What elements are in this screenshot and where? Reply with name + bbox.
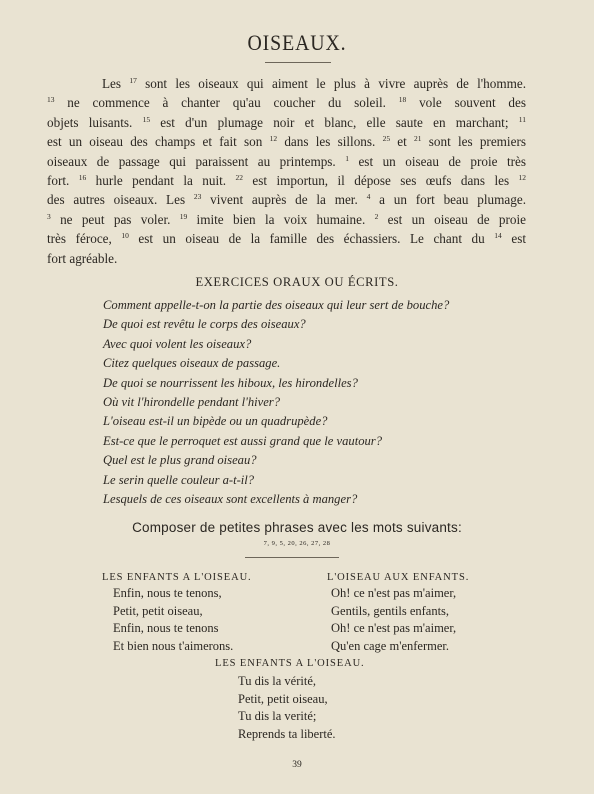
paragraph-line: des autres oiseaux. Les $^{23}$ vivent auprès de la mer. $^4$ a un fort beau plumage. <box>47 192 526 208</box>
poem-right <box>331 585 456 655</box>
title-rule <box>265 62 331 63</box>
poem-line: Et bien nous t'aimerons. <box>113 638 234 653</box>
poem-line: Enfin, nous te tenons <box>113 621 219 635</box>
question-item: Citez quelques oiseaux de passage. <box>103 356 281 371</box>
page-title: OISEAUX. <box>247 30 347 55</box>
question-item: De quoi se nourrissent les hiboux, les hirondelles? <box>103 375 358 390</box>
question-item: Avec quoi volent les oiseaux? <box>103 336 252 351</box>
paragraph-line: fort. $^{16}$ hurle pendant la nuit. $^{22}$ est importun, il dépose ses œufs dans les $^{12}$ <box>47 173 527 189</box>
poem-center <box>238 673 336 743</box>
poem-line: Enfin, nous te tenons, <box>113 586 222 600</box>
question-item: Quel est le plus grand oiseau? <box>103 453 257 468</box>
paragraph-line: Les $^{17}$ sont les oiseaux qui aiment le plus à vivre auprès de l'homme. <box>102 76 526 91</box>
question-item: De quoi est revêtu le corps des oiseaux? <box>103 317 306 332</box>
poem-right-heading: L'OISEAU AUX ENFANTS. <box>327 572 470 583</box>
paragraph-line: $^{13}$ ne commence à chanter qu'au coucher du soleil. $^{18}$ vole souvent des <box>47 95 526 111</box>
cloze-paragraph <box>47 74 526 268</box>
question-item: Où vit l'hirondelle pendant l'hiver? <box>103 395 281 410</box>
page-number: 39 <box>292 760 302 770</box>
paragraph-line: $^3$ ne peut pas voler. $^{19}$ imite bien la voix humaine. $^2$ est un oiseau de proie <box>47 211 526 227</box>
poem-line: Tu dis la verité; <box>238 709 317 723</box>
poem-line: Tu dis la vérité, <box>238 674 317 688</box>
exercise-questions <box>103 296 449 509</box>
question-item: Lesquels de ces oiseaux sont excellents à manger? <box>103 492 358 507</box>
word-numbers: 7, 9, 5, 20, 26, 27, 28 <box>263 540 331 547</box>
poem-left <box>113 585 233 655</box>
paragraph-line: objets luisants. $^{15}$ est d'un plumage noir et blanc, elle saute en marchant; $^{11}$ <box>47 114 526 130</box>
poem-line: Gentils, gentils enfants, <box>331 603 450 618</box>
exercises-heading: EXERCICES ORAUX OU ÉCRITS. <box>195 275 399 289</box>
question-item: L'oiseau est-il un bipède ou un quadrupède? <box>103 414 328 429</box>
poem-line: Qu'en cage m'enfermer. <box>331 638 449 653</box>
paragraph-line: fort agréable. <box>47 250 118 266</box>
poem-left-heading: LES ENFANTS A L'OISEAU. <box>102 572 252 583</box>
question-item: Comment appelle-t-on la partie des oiseaux qui leur sert de bouche? <box>103 298 450 312</box>
paragraph-line: est un oiseau des champs et fait son $^{12}$ dans les sillons. $^{25}$ et $^{21}$ sont les premiers <box>47 134 526 150</box>
question-item: Le serin quelle couleur a-t-il? <box>103 472 255 487</box>
poem-center-heading: LES ENFANTS A L'OISEAU. <box>215 658 365 669</box>
paragraph-line: très féroce, $^{10}$ est un oiseau de la famille des échassiers. Le chant du $^{14}$ est <box>47 231 526 247</box>
question-item: Est-ce que le perroquet est aussi grand que le vautour? <box>103 433 382 448</box>
compose-instruction: Composer de petites phrases avec les mots suivants: <box>132 520 462 535</box>
poem-line: Oh! ce n'est pas m'aimer, <box>331 586 457 600</box>
poem-line: Petit, petit oiseau, <box>113 603 203 618</box>
poem-line: Petit, petit oiseau, <box>238 691 328 706</box>
section-rule <box>245 557 339 558</box>
poem-line: Reprends ta liberté. <box>238 726 336 741</box>
poem-line: Oh! ce n'est pas m'aimer, <box>331 621 457 635</box>
paragraph-line: oiseaux de passage qui paraissent au printemps. $^1$ est un oiseau de proie très <box>47 153 526 169</box>
